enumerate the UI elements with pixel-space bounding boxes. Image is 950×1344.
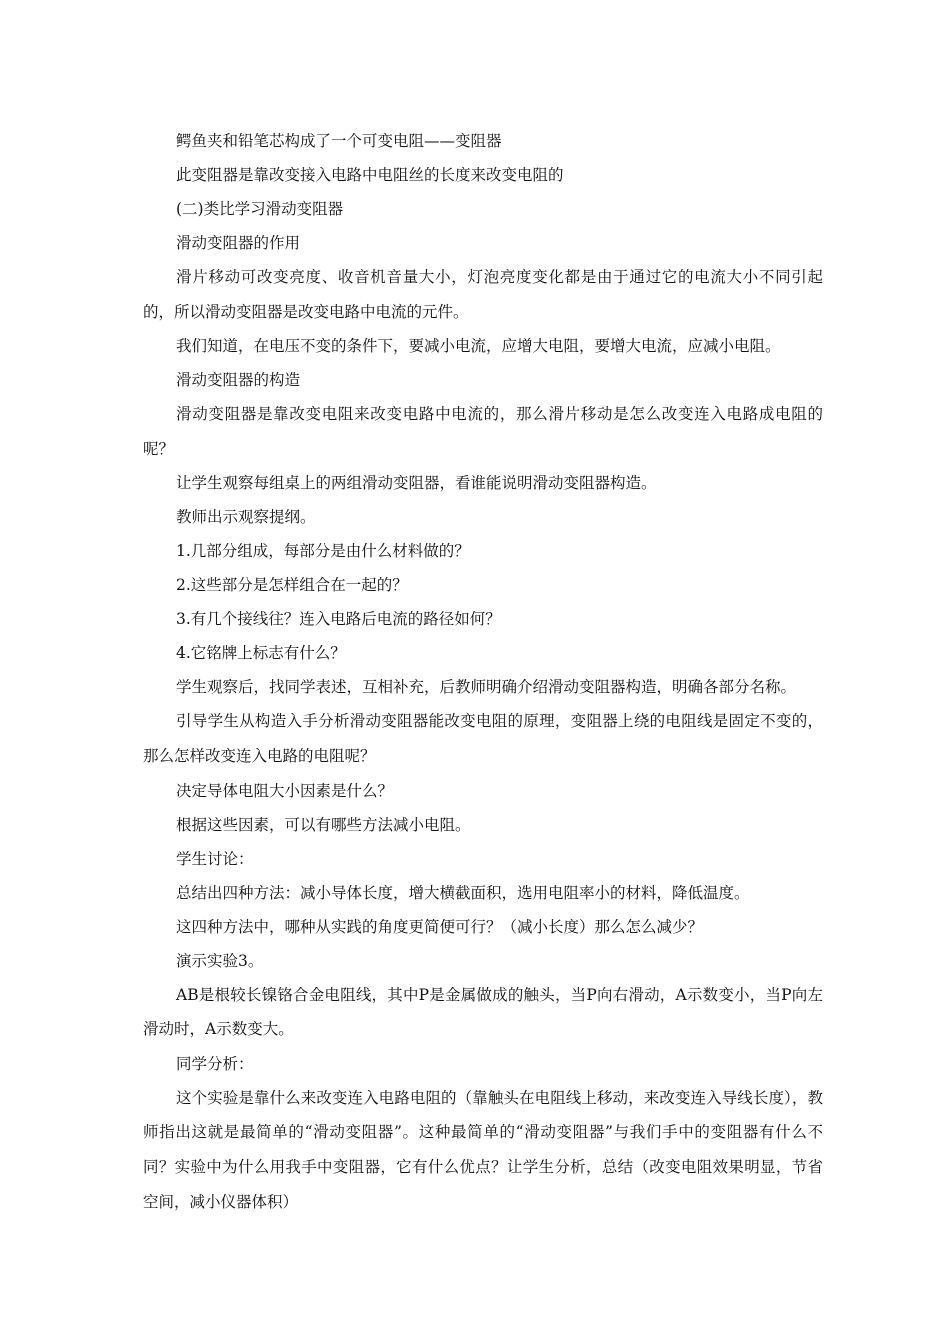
list-item: 2.这些部分是怎样组合在一起的？ bbox=[176, 576, 408, 595]
paragraph: 鳄鱼夹和铅笔芯构成了一个可变电阻——变阻器 bbox=[176, 132, 502, 150]
paragraph: 学生观察后，找同学表述，互相补充，后教师明确介绍滑动变阻器构造，明确各部分名称。 bbox=[176, 678, 797, 697]
paragraph: 总结出四种方法：减小导体长度，增大横截面积，选用电阻率小的材料，降低温度。 bbox=[176, 883, 750, 902]
section-heading: (二)类比学习滑动变阻器 bbox=[176, 200, 344, 218]
document-body bbox=[143, 124, 823, 1219]
paragraph: 学生讨论： bbox=[176, 849, 254, 868]
list-item: 3.有几个接线往？连入电路后电流的路径如何？ bbox=[176, 610, 501, 629]
paragraph: 这个实验是靠什么来改变连入电路电阻的（靠触头在电阻线上移动，来改变连入导线长度），教师指出这就是最简单的“滑动变阻器”。这种最简单的“滑动变阻器”与我们手中的变阻器有什么不同？实验中为什么用我手中变阻器，它有什么优点？让学生分析，总结（改变电阻效果明显，节省空间，减小仪器体积） bbox=[143, 1088, 823, 1211]
subheading: 滑动变阻器的作用 bbox=[176, 234, 301, 252]
list-item: 4.它铭牌上标志有什么？ bbox=[176, 644, 346, 663]
paragraph: 此变阻器是靠改变接入电路中电阻丝的长度来改变电阻的 bbox=[176, 166, 564, 184]
paragraph: 同学分析： bbox=[176, 1054, 254, 1073]
paragraph: 滑片移动可改变亮度、收音机音量大小，灯泡亮度变化都是由于通过它的电流大小不同引起的，所以滑动变阻器是改变电路中电流的元件。 bbox=[143, 268, 823, 321]
paragraph: 让学生观察每组桌上的两组滑动变阻器，看谁能说明滑动变阻器构造。 bbox=[176, 474, 657, 493]
subheading: 滑动变阻器的构造 bbox=[176, 371, 301, 390]
list-item: 1.几部分组成，每部分是由什么材料做的？ bbox=[176, 542, 470, 561]
paragraph: 教师出示观察提纲。 bbox=[176, 508, 316, 527]
paragraph: 决定导体电阻大小因素是什么？ bbox=[176, 781, 394, 800]
paragraph: AB是根较长镍铬合金电阻线，其中P是金属做成的触头，当P向右滑动，A示数变小，当P向左滑动时，A示数变大。 bbox=[143, 985, 823, 1039]
paragraph: 演示实验3。 bbox=[176, 951, 264, 970]
paragraph: 滑动变阻器是靠改变电阻来改变电路中电流的，那么滑片移动是怎么改变连入电路成电阻的呢？ bbox=[143, 405, 823, 458]
paragraph: 这四种方法中，哪种从实践的角度更简便可行？（减小长度）那么怎么减少？ bbox=[176, 917, 704, 936]
paragraph: 我们知道，在电压不变的条件下，要减小电流，应增大电阻，要增大电流，应减小电阻。 bbox=[176, 337, 781, 356]
paragraph: 根据这些因素，可以有哪些方法减小电阻。 bbox=[176, 815, 471, 834]
paragraph: 引导学生从构造入手分析滑动变阻器能改变电阻的原理，变阻器上绕的电阻线是固定不变的，那么怎样改变连入电路的电阻呢？ bbox=[143, 712, 823, 765]
